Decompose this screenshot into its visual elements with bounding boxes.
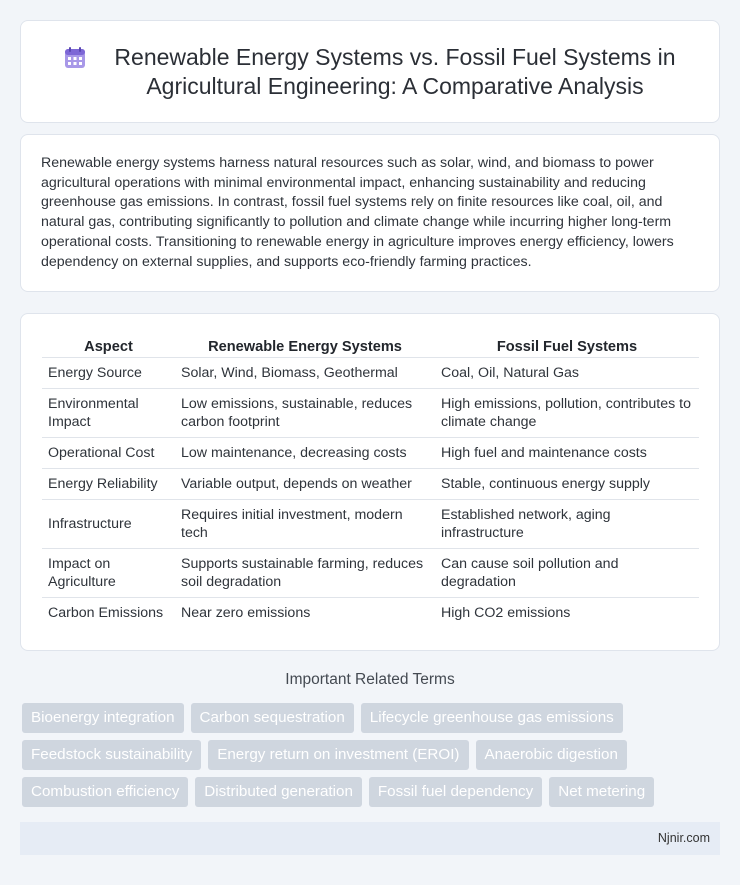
table-cell: Coal, Oil, Natural Gas <box>435 357 699 388</box>
table-cell: Established network, aging infrastructure <box>435 499 699 548</box>
column-header: Fossil Fuel Systems <box>435 333 699 357</box>
related-term-tag[interactable]: Fossil fuel dependency <box>369 777 542 807</box>
summary-paragraph: Renewable energy systems harness natural resources such as solar, wind, and biomass to power agricultural operations with minimal environmental impact, enhancing sustainability and reducing greenhouse gas emissions. In contrast, fossil fuel systems rely on finite resources like coal, oil, and natural gas, contributing significantly to pollution and climate change while incurring higher long-term operational costs. Transitioning to renewable energy in agriculture improves energy efficiency, lowers dependency on external supplies, and supports eco-friendly farming practices. <box>41 155 674 270</box>
related-term-tag[interactable]: Lifecycle greenhouse gas emissions <box>361 703 623 733</box>
table-cell: Supports sustainable farming, reduces soil degradation <box>175 548 435 597</box>
title-card <box>20 20 720 123</box>
table-cell: High CO2 emissions <box>441 604 571 621</box>
table-cell: Low emissions, sustainable, reduces carbon footprint <box>175 388 435 437</box>
table-row <box>42 437 699 468</box>
related-term-tag[interactable]: Bioenergy integration <box>22 703 184 733</box>
table-cell: Energy Source <box>42 357 175 388</box>
table-cell: Infrastructure <box>42 499 175 548</box>
table-cell: Requires initial investment, modern tech <box>175 499 435 548</box>
related-term-tag[interactable]: Carbon sequestration <box>191 703 354 733</box>
comparison-table <box>42 333 699 628</box>
table-header-row <box>42 333 699 357</box>
column-header: Renewable Energy Systems <box>175 333 435 357</box>
related-term-tag[interactable]: Combustion efficiency <box>22 777 188 807</box>
table-cell: Low maintenance, decreasing costs <box>175 437 435 468</box>
table-cell: Operational Cost <box>42 437 175 468</box>
related-term-tag[interactable]: Anaerobic digestion <box>476 740 627 770</box>
summary-card <box>20 134 720 292</box>
related-term-tag[interactable]: Net metering <box>549 777 654 807</box>
table-row <box>42 468 699 499</box>
table-row <box>42 388 699 437</box>
related-term-tag[interactable]: Feedstock sustainability <box>22 740 201 770</box>
related-terms-heading: Important Related Terms <box>285 671 455 688</box>
column-header: Aspect <box>42 333 175 357</box>
table-row <box>42 548 699 597</box>
footer <box>20 822 720 855</box>
related-term-tag[interactable]: Energy return on investment (EROI) <box>208 740 468 770</box>
table-cell: Solar, Wind, Biomass, Geothermal <box>175 357 435 388</box>
table-cell: Stable, continuous energy supply <box>435 468 699 499</box>
footer-site-name[interactable]: Njnir.com <box>657 831 710 845</box>
related-terms-tags <box>22 703 702 807</box>
comparison-table-card <box>20 313 720 651</box>
table-cell: Carbon Emissions <box>48 604 164 621</box>
table-row <box>42 597 699 628</box>
table-row <box>42 499 699 548</box>
table-cell: High emissions, pollution, contributes to climate change <box>435 388 699 437</box>
related-term-tag[interactable]: Distributed generation <box>195 777 362 807</box>
table-row <box>42 357 699 388</box>
table-cell: Impact on Agriculture <box>42 548 175 597</box>
table-cell: Environmental Impact <box>42 388 175 437</box>
table-cell: Can cause soil pollution and degradation <box>435 548 699 597</box>
page-title: Renewable Energy Systems vs. Fossil Fuel Systems in Agricultural Engineering: A Comparative Analysis <box>114 44 676 99</box>
table-cell: Near zero emissions <box>181 604 311 621</box>
table-cell: Variable output, depends on weather <box>175 468 435 499</box>
table-cell: Energy Reliability <box>42 468 175 499</box>
table-cell: High fuel and maintenance costs <box>435 437 699 468</box>
